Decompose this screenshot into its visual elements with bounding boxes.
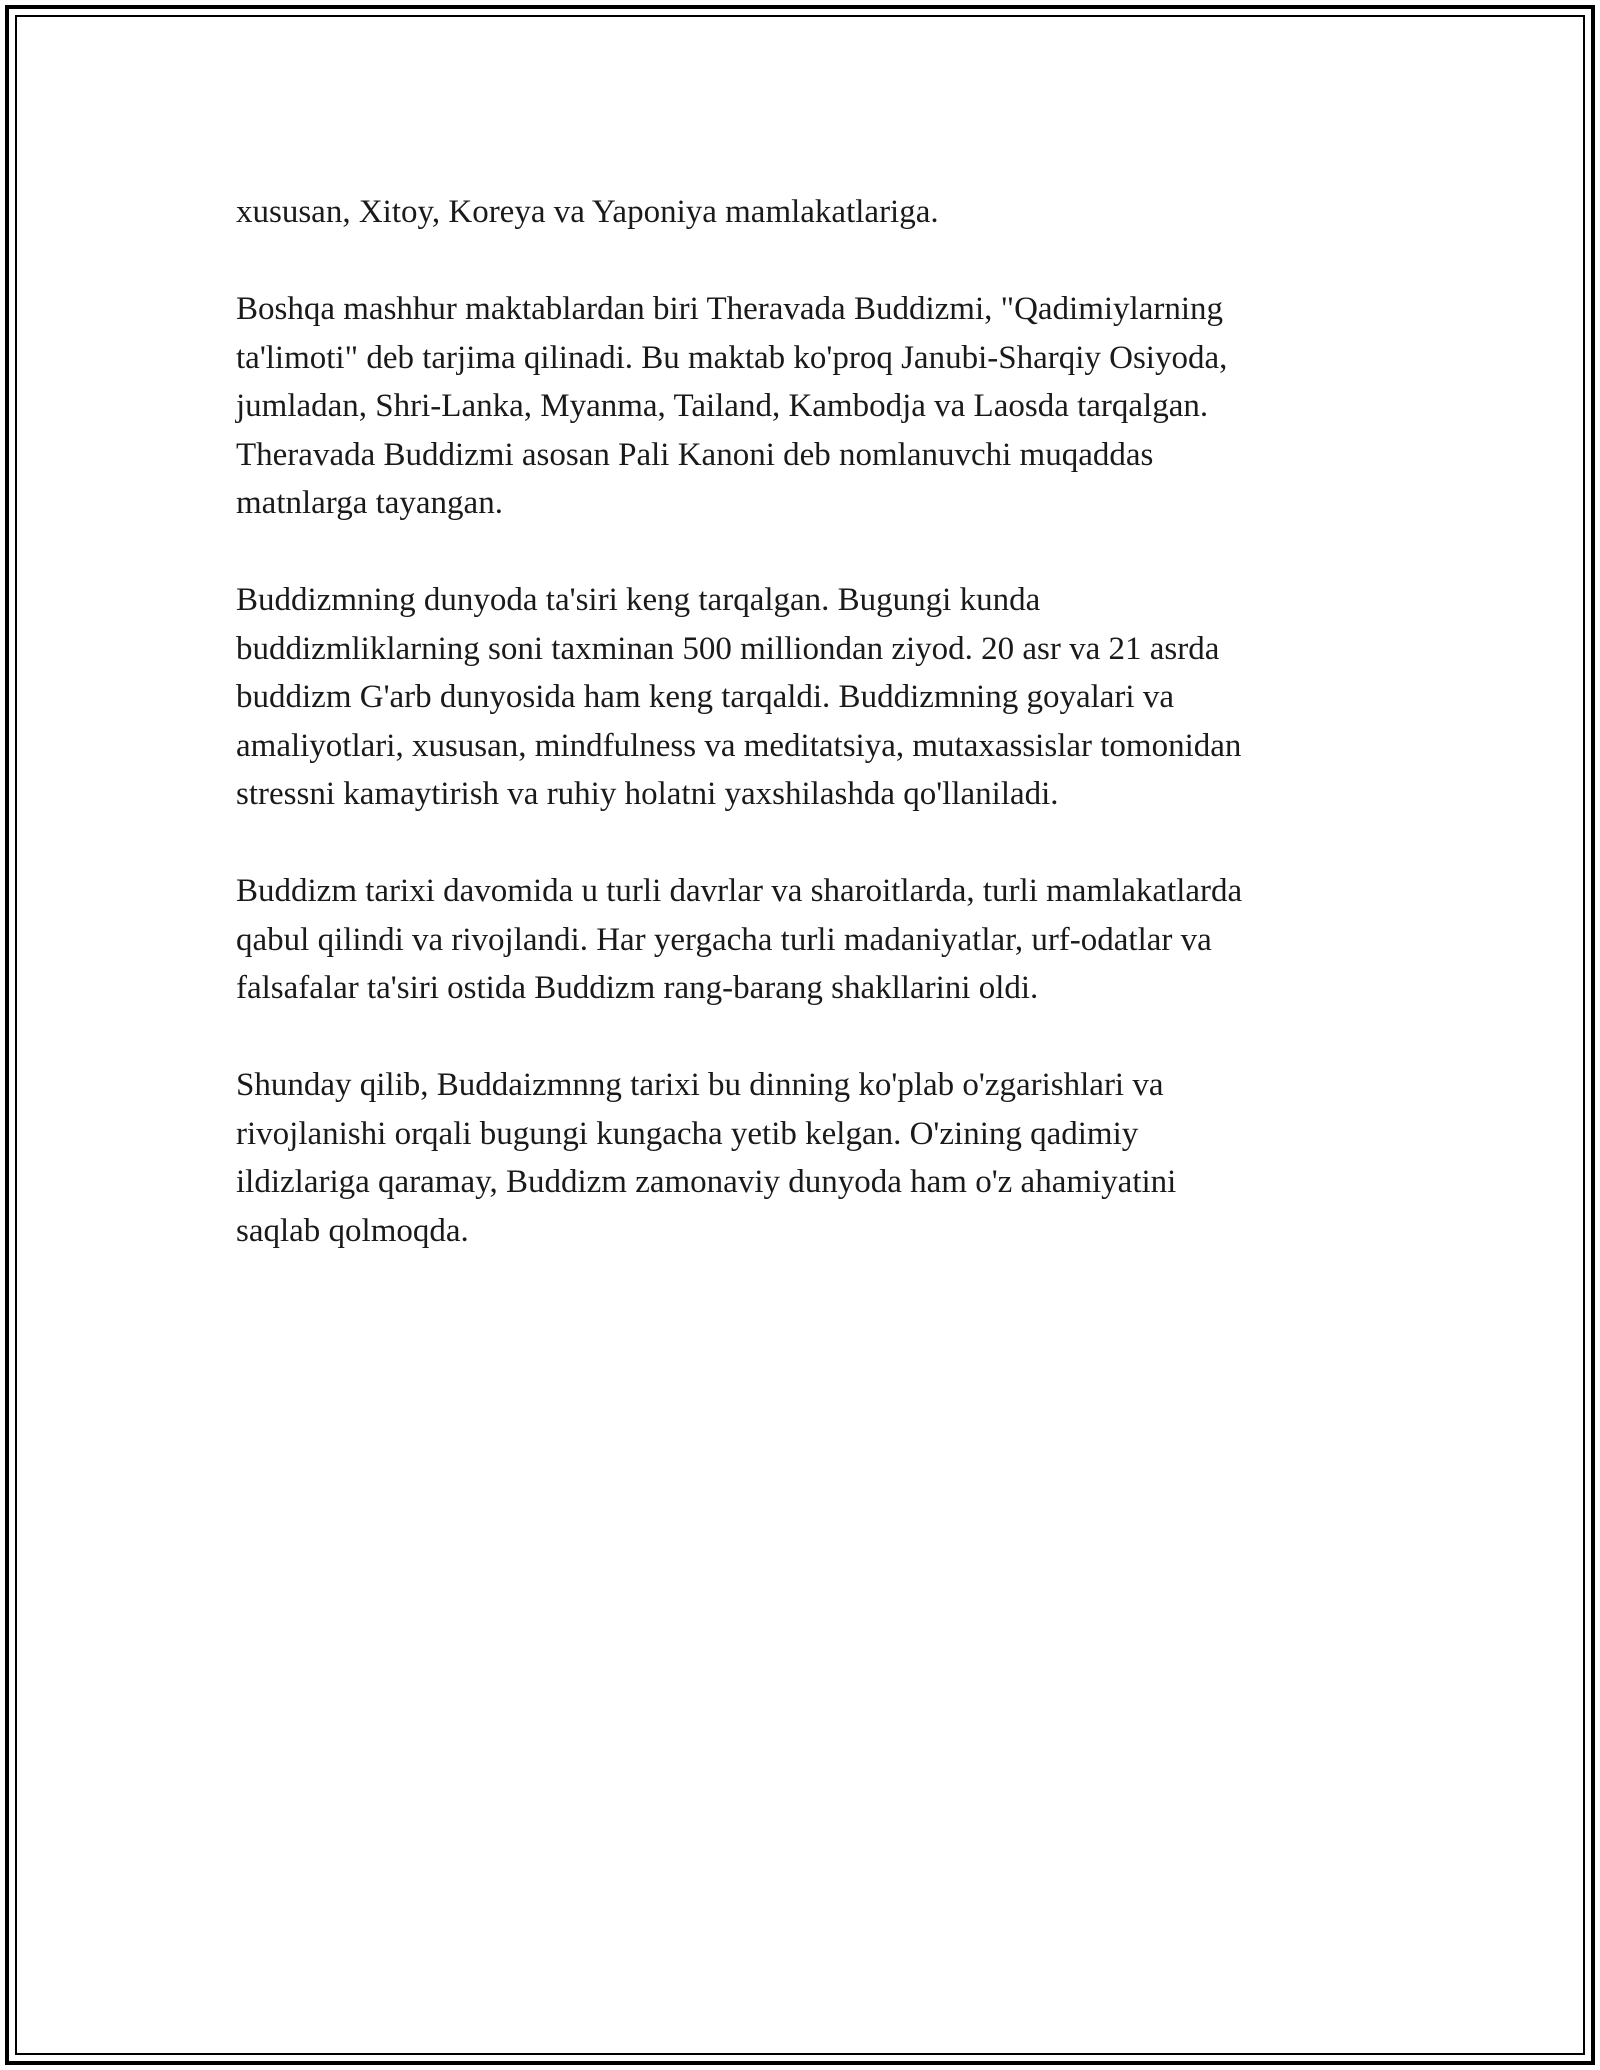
paragraph-4: Buddizm tarixi davomida u turli davrlar va sharoitlarda, turli mamlakatlarda qabul qilindi va rivojlandi. Har yergacha turli madaniyatlar, urf-odatlar va falsafalar ta'siri ostida Buddizm rang-barang shakllarini oldi. xyxy=(236,873,1243,1006)
paragraph-2: Boshqa mashhur maktablardan biri Theravada Buddizmi, "Qadimiylarning ta'limoti" deb tarjima qilinadi. Bu maktab ko'proq Janubi-Sharqiy Osiyoda, jumladan, Shri-Lanka, Myanma, Tailand, Kambodja va Laosda tarqalgan. Theravada Buddizmi asosan Pali Kanoni deb nomlanuvchi muqaddas matnlarga tayangan. xyxy=(236,291,1228,521)
document-body xyxy=(236,188,1396,1304)
paragraph-5: Shunday qilib, Buddaizmnng tarixi bu dinning ko'plab o'zgarishlari va rivojlanishi orqali bugungi kungacha yetib kelgan. O'zining qadimiy ildizlariga qaramay, Buddizm zamonaviy dunyoda ham o'z ahamiyatini saqlab qolmoqda. xyxy=(236,1067,1177,1249)
paragraph-3: Buddizmning dunyoda ta'siri keng tarqalgan. Bugungi kunda buddizmliklarning soni taxminan 500 milliondan ziyod. 20 asr va 21 asrda buddizm G'arb dunyosida ham keng tarqaldi. Buddizmning goyalari va amaliyotlari, xususan, mindfulness va meditatsiya, mutaxassislar tomonidan stressni kamaytirish va ruhiy holatni yaxshilashda qo'llaniladi. xyxy=(236,582,1242,812)
paragraph-1: xususan, Xitoy, Koreya va Yaponiya mamlakatlariga. xyxy=(236,194,939,230)
